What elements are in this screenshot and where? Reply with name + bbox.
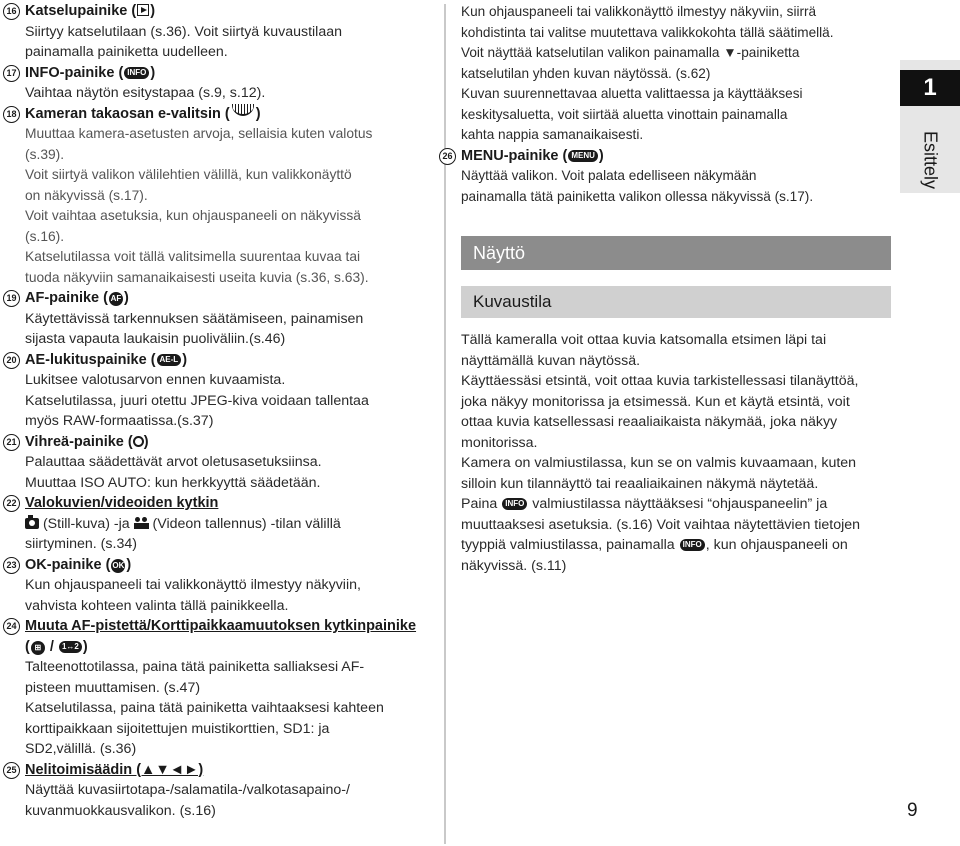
item-text: Muuttaa kamera-asetusten arvoja, sellaisia kuten valotus (25, 126, 373, 141)
right-body (461, 330, 891, 576)
item-text: katselutilan yhden kuvan näytössä. (s.62) (461, 65, 711, 81)
item-20 (0, 350, 410, 432)
item-text: kuvanmuokkausvalikon. (s.16) (25, 802, 216, 819)
af-point-icon: ⊞ (31, 641, 45, 655)
item-text: Palauttaa säädettävät arvot oletusasetuksiinsa. (25, 454, 322, 470)
item-title: Muuta AF-pistettä/Korttipaikkaamuutoksen kytkinpainike (25, 618, 417, 634)
right-column (442, 2, 891, 207)
item-26 (436, 146, 891, 208)
item-title: Katselupainike ( ) (25, 3, 156, 19)
item-number: 21 (3, 434, 20, 451)
item-number: 18 (3, 106, 20, 123)
item-24 (0, 616, 417, 760)
item-text: pisteen muuttamisen. (s.47) (25, 679, 201, 696)
item-text: Lukitsee valotusarvon ennen kuvaamista. (25, 372, 286, 388)
item-text: (s.39). (25, 146, 65, 162)
subsection-heading: Kuvaustila (461, 286, 891, 318)
item-21 (0, 432, 410, 494)
item-title: AF-painike ( AF ) (25, 290, 129, 306)
movie-icon (134, 517, 149, 530)
body-text: joka näkyy monitorissa ja etsimessä. Kun et käytä etsintä, voit (461, 393, 850, 410)
camera-icon (25, 518, 39, 529)
body-text: monitorissa. (461, 434, 538, 451)
body-text: näyttämällä kuvan näytössä. (461, 352, 641, 369)
page-number: 9 (907, 800, 918, 821)
chapter-tab (900, 60, 960, 193)
item-title: AE-lukituspainike ( AE-L ) (25, 351, 188, 368)
item-text: Kun ohjauspaneeli tai valikkonäyttö ilmestyy näkyviin, (25, 577, 361, 593)
body-text: tyyppiä valmiustilassa, painamalla INFO , kun ohjauspaneeli on (461, 537, 848, 553)
info-icon: INFO (502, 498, 527, 510)
item-number: 17 (3, 65, 20, 82)
item-17 (0, 63, 410, 104)
ok-icon: OK (111, 559, 125, 573)
item-title: Vihreä-painike ( ) (25, 433, 149, 450)
item-title: INFO-painike ( INFO ) (25, 64, 156, 81)
item-title: Nelitoimisäädin (▲▼◄►) (25, 761, 204, 778)
item-text: kahta nappia samanaikaisesti. (461, 127, 644, 142)
item-text: sijasta vapauta laukaisin puoliväliin.(s.46) (25, 331, 286, 347)
item-text: korttipaikkaan sijoitettujen muistikorttien, SD1: ja (25, 720, 330, 737)
item-title: Kameran takaosan e-valitsin ( ) (25, 105, 261, 122)
green-button-icon (133, 436, 144, 447)
item-text: SD2,välillä. (s.36) (25, 741, 137, 757)
item-text: (Still-kuva) -ja (Videon tallennus) -tilan välillä (25, 514, 410, 535)
ae-lock-icon: AE-L (157, 354, 182, 366)
item-22 (0, 493, 410, 555)
chapter-label: Esittely (920, 130, 941, 190)
body-text: Tällä kameralla voit ottaa kuvia katsomalla etsimen läpi tai (461, 332, 827, 348)
item-16 (0, 1, 410, 63)
item-title: OK-painike ( OK ) (25, 556, 132, 573)
af-icon: AF (109, 292, 123, 306)
body-text: näkyvissä. (s.11) (461, 557, 567, 574)
item-text: Käytettävissä tarkennuksen säätämiseen, painamisen (25, 310, 364, 327)
item-text: (s.16). (25, 228, 65, 244)
e-dial-icon (232, 104, 254, 116)
item-number: 23 (3, 557, 20, 574)
body-text: silloin kun tilannäyttö tai reaaliaikainen näkymä näytetää. (461, 475, 819, 492)
item-text: painamalla painiketta uudelleen. (25, 44, 228, 60)
column-divider (444, 4, 446, 844)
play-icon (137, 4, 149, 16)
item-text: Katselutilassa, juuri otettu JPEG-kiva voidaan tallentaa (25, 392, 369, 409)
item-text: siirtyminen. (s.34) (25, 536, 137, 552)
chapter-number: 1 (900, 70, 960, 106)
item-text: kohdistinta tai valitse muutettava valikkokohta tällä säätimellä. (461, 24, 834, 40)
item-number: 24 (3, 618, 20, 635)
item-text: Voit siirtyä valikon välilehtien välillä, kun valikkonäyttö (25, 167, 352, 182)
card-slot-icon: 1↔2 (59, 641, 82, 653)
item-number: 16 (3, 3, 20, 20)
item-23 (0, 555, 410, 617)
item-19 (0, 288, 410, 350)
item-text: painamalla tätä painiketta valikon ollessa näkyvissä (s.17). (461, 188, 814, 204)
menu-icon: MENU (568, 150, 598, 162)
item-text: myös RAW-formaatissa.(s.37) (25, 413, 214, 429)
item-number: 20 (3, 352, 20, 369)
item-18 (0, 104, 410, 289)
body-text: ottaa kuvia katsellessasi reaaliaikaista näkymää, joka näkyy (461, 414, 838, 430)
item-text: Voit vaihtaa asetuksia, kun ohjauspaneeli on näkyvissä (25, 208, 361, 223)
item-title: Valokuvien/videoiden kytkin (25, 495, 219, 511)
item-text: Näyttää kuvasiirtotapa-/salamatila-/valkotasapaino-/ (25, 782, 350, 798)
body-text: Paina INFO valmiustilassa näyttääksesi “ohjauspaneelin” ja (461, 496, 828, 512)
item-text: Katselutilassa, paina tätä painiketta vaihtaaksesi kahteen (25, 700, 384, 716)
item-text: Siirtyy katselutilaan (s.36). Voit siirtyä kuvaustilaan (25, 23, 342, 40)
section-heading: Näyttö (461, 236, 891, 270)
item-text: tuoda näkyviin samanaikaisesti useita kuvia (s.36, s.63). (25, 269, 369, 285)
item-number: 26 (439, 148, 456, 165)
item-number: 25 (3, 762, 20, 779)
item-text: Kuvan suurennettavaa aluetta valittaessa ja käyttääksesi (461, 86, 803, 101)
body-text: muuttaaksesi asetuksia. (s.16) Voit vaihtaa näytettävien tietojen (461, 516, 861, 533)
item-number: 19 (3, 290, 20, 307)
item-text: Kun ohjauspaneeli tai valikkonäyttö ilmestyy näkyviin, siirrä (461, 4, 817, 19)
item-text: Katselutilassa voit tällä valitsimella suurentaa kuvaa tai (25, 249, 361, 264)
item-number: 22 (3, 495, 20, 512)
left-column (0, 0, 417, 821)
item-text: on näkyvissä (s.17). (25, 187, 148, 203)
item-text: Vaihtaa näytön esitystapaa (s.9, s.12). (25, 85, 266, 101)
info-icon: INFO (680, 539, 705, 551)
item-25 (0, 760, 410, 822)
item-title: MENU-painike ( MENU ) (461, 147, 604, 164)
item-text: Muuttaa ISO AUTO: kun herkkyyttä säädetään. (25, 474, 321, 491)
item-text: vahvista kohteen valinta tällä painikkeella. (25, 597, 289, 614)
item-text: Voit näyttää katselutilan valikon painamalla ▼-painiketta (461, 45, 800, 60)
item-title-line2: ( ⊞ / 1↔2 ) (25, 638, 88, 655)
item-text: Talteenottotilassa, paina tätä painiketta salliaksesi AF- (25, 659, 365, 675)
body-text: Käyttäessäsi etsintä, voit ottaa kuvia tarkistellessasi tilanäyttöä, (461, 373, 859, 389)
info-icon: INFO (124, 67, 149, 79)
item-text: Näyttää valikon. Voit palata edelliseen näkymään (461, 168, 757, 183)
body-text: Kamera on valmiustilassa, kun se on valmis kuvaamaan, kuten (461, 455, 857, 471)
item-text: keskitysaluetta, voit siirtää aluetta vinottain painamalla (461, 106, 788, 122)
